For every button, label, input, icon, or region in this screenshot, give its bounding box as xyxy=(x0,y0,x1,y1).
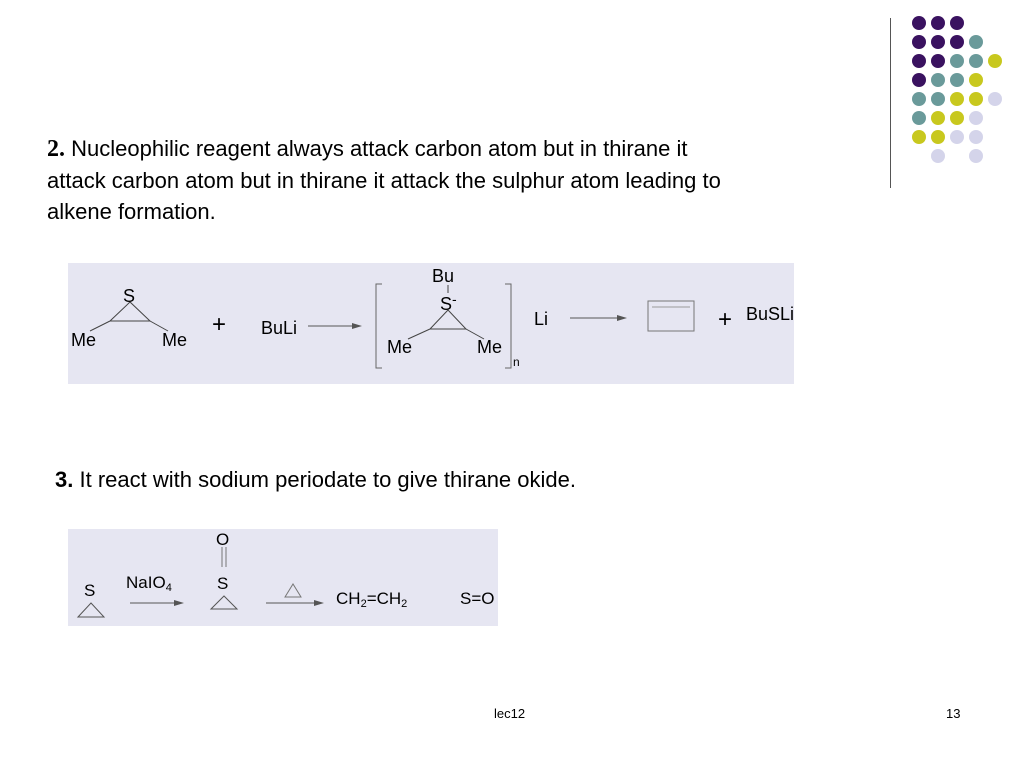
reagent-buli-label: BuLi xyxy=(261,318,298,338)
intermediate-butyl-label: Bu xyxy=(432,266,455,286)
decor-dot xyxy=(912,130,926,144)
decor-dot xyxy=(912,35,926,49)
reagent-naio4-label xyxy=(126,573,172,594)
decor-dot xyxy=(950,35,964,49)
sulfur-monoxide-label: S=O xyxy=(460,589,495,608)
decor-dot xyxy=(931,149,945,163)
intermediate-methyl-left-label: Me xyxy=(387,337,413,357)
oxide-sulfur-label: S xyxy=(217,574,229,593)
decor-dot xyxy=(988,92,1002,106)
decor-dot xyxy=(969,54,983,68)
decor-dot xyxy=(969,92,983,106)
decor-dot xyxy=(950,54,964,68)
decor-dot xyxy=(969,111,983,125)
reactant-methyl-left-label: Me xyxy=(71,330,97,350)
decor-dot xyxy=(931,111,945,125)
decor-dot xyxy=(912,111,926,125)
intermediate-sulfur-symbol: S xyxy=(440,294,453,314)
right-bracket xyxy=(505,284,511,368)
thiirane-sulfur-label: S xyxy=(84,581,96,600)
ethylene-product-label xyxy=(336,589,407,610)
decor-dot xyxy=(931,54,945,68)
lithium-counter-ion-label: Li xyxy=(534,309,549,329)
ethylene-sub-2: 2 xyxy=(401,598,408,610)
decor-dot xyxy=(912,73,926,87)
decor-dot xyxy=(950,130,964,144)
decor-dot xyxy=(912,16,926,30)
reagent-naio-text: NaIO xyxy=(126,573,166,592)
reactant-methyl-right-label: Me xyxy=(162,330,188,350)
byproduct-busli-label: BuSLi xyxy=(746,304,795,324)
point-3-text: It react with sodium periodate to give thirane okide. xyxy=(79,467,576,492)
ethylene-ch-1: CH xyxy=(336,589,361,608)
decor-dot xyxy=(969,35,983,49)
point-3-number: 3. xyxy=(55,467,74,492)
reaction-1-arrow-1-head xyxy=(352,323,362,329)
decor-dot xyxy=(950,73,964,87)
ethylene-sub-1: 2 xyxy=(360,598,367,610)
oxide-ring xyxy=(211,596,237,609)
reaction-1-bonds xyxy=(68,263,794,384)
reaction-2-arrow-1-head xyxy=(174,600,184,606)
reaction-2-arrow-2-head xyxy=(314,600,324,606)
point-2-number: 2. xyxy=(47,136,65,162)
reaction-1-panel xyxy=(68,263,794,384)
bracket-subscript-n: n xyxy=(513,355,520,369)
decor-dot xyxy=(931,73,945,87)
point-2-text-line-2: attack carbon atom but in thirane it attack the sulphur atom leading to xyxy=(47,168,721,193)
intermediate-sulfur-label xyxy=(440,291,457,315)
ethylene-ch-2: =CH xyxy=(366,589,402,608)
point-3-paragraph xyxy=(55,464,855,495)
reaction-2-panel xyxy=(68,529,498,626)
footer-lecture-label: lec12 xyxy=(494,706,526,721)
decor-dot xyxy=(931,92,945,106)
heat-symbol-triangle xyxy=(285,584,301,597)
reaction-1-arrow-2-head xyxy=(617,315,627,321)
decor-dot xyxy=(950,111,964,125)
intermediate-methyl-right-label: Me xyxy=(477,337,503,357)
plus-sign-2: + xyxy=(718,306,733,333)
decor-dot xyxy=(931,35,945,49)
decor-dot xyxy=(969,73,983,87)
alkene-product-box xyxy=(648,301,694,331)
point-2-line-1 xyxy=(47,133,867,165)
decor-dot xyxy=(931,16,945,30)
footer-page-number: 13 xyxy=(946,706,961,721)
decor-dot xyxy=(950,92,964,106)
thiirane-ring xyxy=(78,603,104,617)
reactant-sulfur-label: S xyxy=(123,286,136,306)
plus-sign-1: + xyxy=(212,311,227,338)
decor-dot xyxy=(969,130,983,144)
point-2-paragraph xyxy=(47,133,867,227)
point-2-text-line-1: Nucleophilic reagent always attack carbon atom but in thirane it xyxy=(71,136,688,161)
intermediate-negative-charge: - xyxy=(452,291,457,307)
decor-dot xyxy=(969,149,983,163)
decor-dot xyxy=(950,16,964,30)
decor-dot xyxy=(912,92,926,106)
decor-dot xyxy=(931,130,945,144)
decor-dot xyxy=(912,54,926,68)
point-2-text-line-3: alkene formation. xyxy=(47,199,216,224)
reagent-subscript: 4 xyxy=(165,582,172,594)
decorative-divider xyxy=(890,18,891,188)
decor-dot xyxy=(988,54,1002,68)
oxide-oxygen-label: O xyxy=(216,530,230,549)
left-bracket xyxy=(376,284,382,368)
